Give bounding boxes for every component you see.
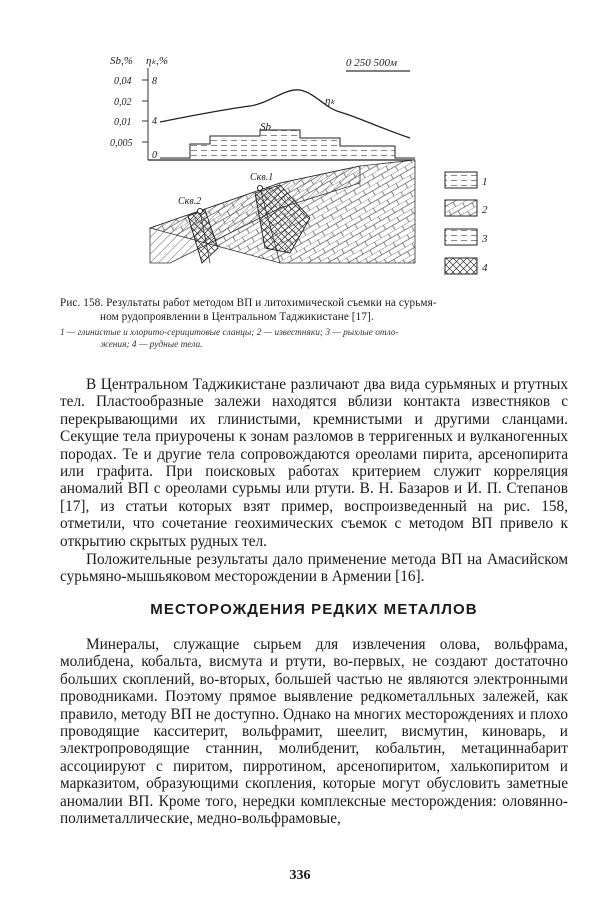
- sb-tick-4: 0,005: [110, 138, 133, 149]
- legend-box-1: [445, 172, 477, 188]
- legend-number-3: 3: [482, 233, 488, 245]
- sb-tick-2: 0,02: [114, 97, 132, 108]
- eta-tick-3: 0: [152, 150, 157, 161]
- paragraph-rare-metals: Минералы, служащие сырьем для извлечения олова, вольфрама, молибдена, кобальта, висмута и ртути, во-первых, не создают достаточно больших скоплений, во-вторых, большей частью не являются электронными проводниками. Поэтому прямое выявление редкометалльных залежей, как правило, методу ВП не доступно. Однако на многих месторождениях и плохо проводящие касситерит, вольфрамит, шеелит, висмутин, киноварь, и электропроводящие станнин, молибденит, кобальтин, метациннабарит ассоциируют с пиритом, пирротином, арсенопиритом, халькопиритом и марказитом, образующими скопления, которые могут обусловить заметные аномалии ВП. Кроме того, нередки комплексные месторождения: оловянно-полиметаллические, медно-вольфрамовые,: [60, 636, 568, 828]
- figure-158: [110, 48, 510, 293]
- axis-sb-label: Sb,%: [110, 55, 133, 67]
- legend-number-2: 2: [482, 204, 488, 216]
- caption-line-1: Рис. 158. Результаты работ методом ВП и литохимической съемки на сурьмя-: [60, 297, 437, 309]
- axis-eta-label: ηₖ,%: [146, 55, 169, 67]
- eta-tick-2: 4: [152, 116, 157, 127]
- section-heading: МЕСТОРОЖДЕНИЯ РЕДКИХ МЕТАЛЛОВ: [150, 601, 478, 618]
- paragraph-tajikistan: В Центральном Таджикистане различают два вида сурьмяных и ртутных тел. Пластообразные залежи находятся вблизи контакта известняков с перекрывающими их глинистыми, кремнистыми и другими сланцами. Секущие тела приурочены к зонам разломов в терригенных и вулканогенных породах. Те и другие тела сопровождаются ореолами пирита, арсенопирита или графита. При поисковых работах критерием служит корреляция аномалий ВП с ореолами сурьмы или ртути. В. Н. Базаров и И. П. Степанов [17], из статьи которых взят пример, воспроизведенный на рис. 158, отметили, что сочетание геохимических съемок с методом ВП привело к открытию скрытых рудных тел.: [60, 376, 568, 550]
- well-2-label: Скв.2: [178, 196, 202, 207]
- well-1-marker: [258, 186, 263, 191]
- legend-number-4: 4: [482, 262, 488, 274]
- caption-line-2: ном рудопроявлении в Центральном Таджикистане [17].: [100, 311, 374, 323]
- well-2-marker: [198, 209, 203, 214]
- well-1-label: Скв.1: [250, 172, 274, 183]
- paragraph-armenia: Положительные результаты дало применение метода ВП на Амасийском сурьмяно-мышьяковом месторождении в Армении [16].: [60, 551, 568, 586]
- sb-label: Sb: [260, 121, 271, 133]
- legend-box-4: [445, 258, 477, 274]
- page-number: 336: [289, 868, 311, 883]
- legend-box-3: [445, 229, 477, 245]
- legend-note-line-2: жения; 4 — рудные тела.: [100, 340, 203, 350]
- legend-number-1: 1: [482, 176, 488, 188]
- scale-label: 0 250 500м: [346, 57, 398, 69]
- figure-legend-note: [60, 327, 565, 351]
- legend-box-2: [445, 200, 477, 216]
- figure-caption: [60, 296, 565, 324]
- sb-tick-3: 0,01: [114, 117, 132, 128]
- sb-profile: [160, 130, 415, 158]
- eta-tick-1: 8: [152, 76, 157, 87]
- figure-drawing: [110, 48, 510, 293]
- legend-note-line-1: 1 — глинистые и хлорито-серицитовые сланцы; 2 — известняки; 3 — рыхлые отло-: [60, 328, 399, 338]
- eta-curve-label: ηₖ: [325, 95, 336, 107]
- sb-tick-1: 0,04: [114, 76, 132, 87]
